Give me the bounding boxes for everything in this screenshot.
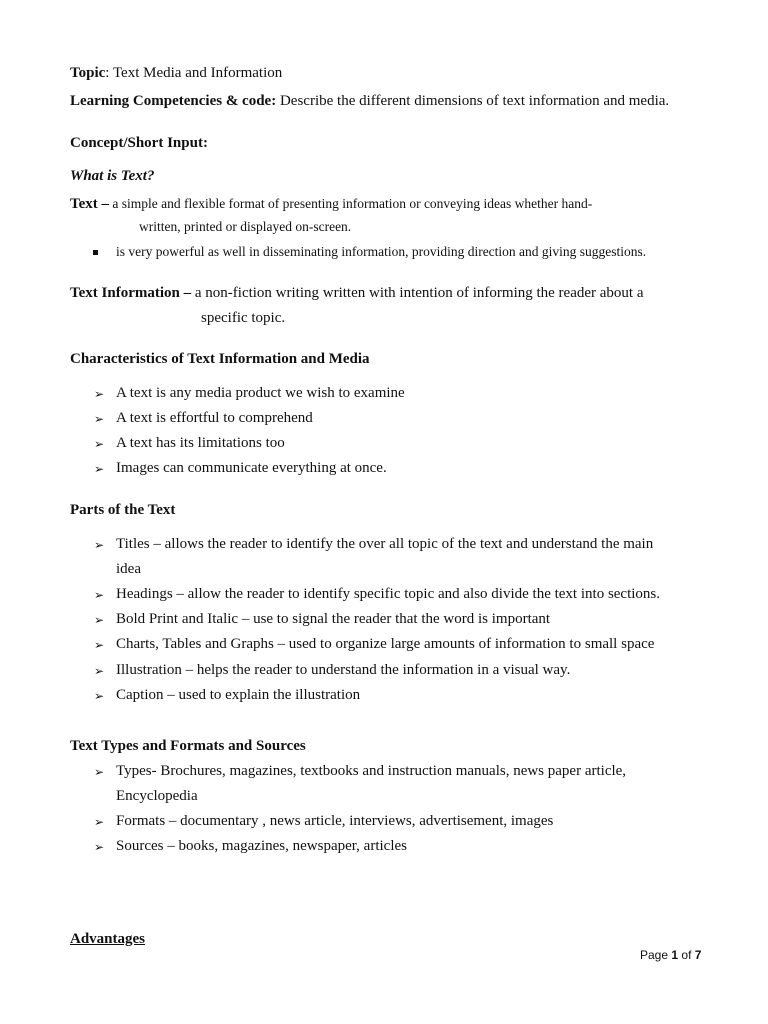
page-word: Page bbox=[640, 948, 669, 962]
arrow-bullet-icon: ➢ bbox=[94, 815, 105, 829]
list-item-continuation: idea bbox=[116, 561, 141, 577]
competency-line bbox=[70, 93, 669, 110]
topic-text: : Text Media and Information bbox=[105, 65, 283, 81]
arrow-bullet-icon: ➢ bbox=[94, 588, 105, 602]
page-footer bbox=[640, 948, 701, 962]
list-item: Formats – documentary , news article, interviews, advertisement, images bbox=[116, 813, 554, 829]
text-definition-line1 bbox=[70, 195, 592, 213]
list-item: Types- Brochures, magazines, textbooks and instruction manuals, news paper article, bbox=[116, 763, 627, 779]
list-item: Sources – books, magazines, newspaper, articles bbox=[116, 838, 407, 854]
arrow-bullet-icon: ➢ bbox=[94, 638, 105, 652]
what-is-text-heading: What is Text? bbox=[70, 168, 155, 184]
list-item: Headings – allow the reader to identify specific topic and also divide the text into sections. bbox=[116, 586, 661, 602]
arrow-bullet-icon: ➢ bbox=[94, 613, 105, 627]
list-item-continuation: Encyclopedia bbox=[116, 788, 198, 804]
arrow-bullet-icon: ➢ bbox=[94, 387, 105, 401]
list-item: A text has its limitations too bbox=[116, 435, 285, 451]
arrow-bullet-icon: ➢ bbox=[94, 437, 105, 451]
parts-heading: Parts of the Text bbox=[70, 502, 176, 518]
list-item: Charts, Tables and Graphs – used to organize large amounts of information to small space bbox=[116, 636, 655, 652]
concept-heading: Concept/Short Input: bbox=[70, 135, 208, 151]
competency-text: Describe the different dimensions of text information and media. bbox=[276, 93, 670, 109]
advantages-heading: Advantages bbox=[70, 931, 146, 947]
text-info-def-line2: specific topic. bbox=[201, 310, 286, 326]
text-def-label: Text – bbox=[70, 196, 110, 212]
text-info-def-line1: a non-fiction writing written with intention of informing the reader about a bbox=[191, 285, 644, 301]
list-item: Images can communicate everything at once. bbox=[116, 460, 387, 476]
list-item: Bold Print and Italic – use to signal the reader that the word is important bbox=[116, 611, 551, 627]
text-info-label: Text Information – bbox=[70, 285, 192, 301]
list-item: Illustration – helps the reader to understand the information in a visual way. bbox=[116, 662, 571, 678]
list-item: A text is effortful to comprehend bbox=[116, 410, 313, 426]
total-pages: 7 bbox=[694, 948, 702, 962]
arrow-bullet-icon: ➢ bbox=[94, 412, 105, 426]
competency-label: Learning Competencies & code: bbox=[70, 93, 277, 109]
arrow-bullet-icon: ➢ bbox=[94, 538, 105, 552]
list-item: Titles – allows the reader to identify the over all topic of the text and understand the main bbox=[116, 536, 654, 552]
arrow-bullet-icon: ➢ bbox=[94, 462, 105, 476]
square-bullet-icon bbox=[93, 250, 98, 255]
arrow-bullet-icon: ➢ bbox=[94, 664, 105, 678]
topic-label: Topic bbox=[70, 65, 106, 81]
text-def-line1: a simple and flexible format of presenting information or conveying ideas whether hand- bbox=[109, 196, 593, 211]
of-word: of bbox=[681, 948, 692, 962]
types-heading: Text Types and Formats and Sources bbox=[70, 738, 306, 754]
text-def-bullet: is very powerful as well in disseminating information, providing direction and giving suggestions. bbox=[116, 244, 647, 259]
current-page: 1 bbox=[671, 948, 679, 962]
list-item: Caption – used to explain the illustration bbox=[116, 687, 361, 703]
arrow-bullet-icon: ➢ bbox=[94, 765, 105, 779]
text-def-line2: written, printed or displayed on-screen. bbox=[139, 219, 352, 234]
arrow-bullet-icon: ➢ bbox=[94, 689, 105, 703]
list-item: A text is any media product we wish to examine bbox=[116, 385, 405, 401]
characteristics-heading: Characteristics of Text Information and Media bbox=[70, 351, 370, 367]
topic-line bbox=[70, 65, 282, 82]
arrow-bullet-icon: ➢ bbox=[94, 840, 105, 854]
text-info-line1 bbox=[70, 285, 644, 302]
